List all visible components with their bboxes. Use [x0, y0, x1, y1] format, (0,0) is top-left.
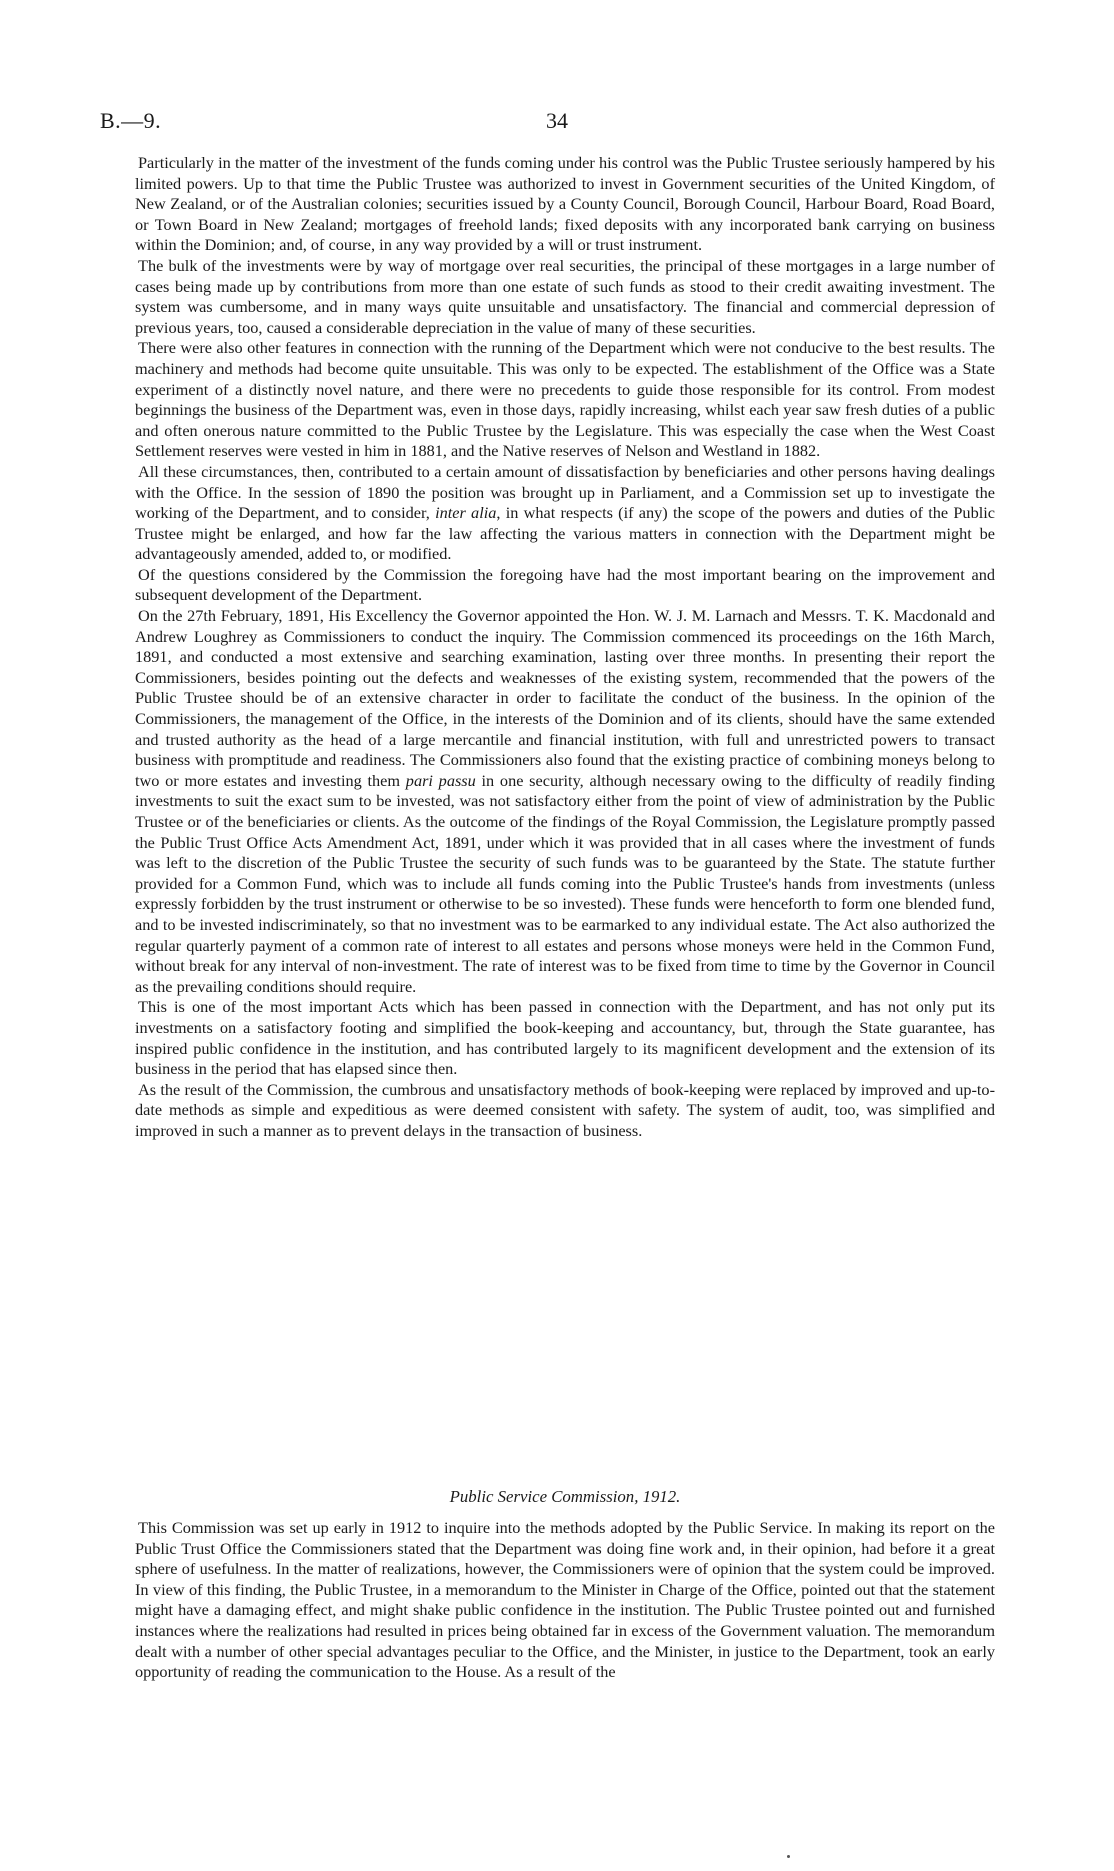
section-heading: Public Service Commission, 1912. — [449, 1487, 681, 1506]
section-one-body — [135, 153, 995, 1142]
italic-phrase: inter alia — [435, 503, 497, 523]
paragraph: This is one of the most important Acts which has been passed in connection with the Department, and has not only put its investments on a satisfactory footing and simplified the book-keeping and accountancy, but, through the State guarantee, has inspired public confidence in the institution, and has contributed largely to its magnificent development and the extension of its business in the period that has elapsed since then. — [135, 997, 995, 1079]
running-head — [100, 108, 1014, 138]
paragraph: There were also other features in connection with the running of the Department which were not conducive to the best results. The machinery and methods had become quite unsuitable. This was only to be expected. The establishment of the Office was a State experiment of a distinctly novel nature, and there were no precedents to guide those responsible for its control. From modest beginnings the business of the Department was, even in those days, rapidly increasing, whilst each year saw fresh duties of a public and often onerous nature committed to the Public Trustee by the Legislature. This was especially the case when the West Coast Settlement reserves were vested in him in 1881, and the Native reserves of Nelson and Westland in 1882. — [135, 338, 995, 461]
paragraph: As the result of the Commission, the cumbrous and unsatisfactory methods of book-keeping were replaced by improved and up-to-date methods as simple and expeditious as were deemed consistent with safety. The system of audit, too, was simplified and improved in such a manner as to prevent delays in the transaction of business. — [135, 1079, 995, 1140]
scan-speck — [787, 1855, 790, 1858]
paragraph: The bulk of the investments were by way of mortgage over real securities, the principal of these mortgages in a large number of cases being made up by contributions from more than one estate of such funds as stood to their credit awaiting investment. The system was cumbersome, and in many ways quite unsuitable and unsatisfactory. The financial and commercial depression of previous years, too, caused a considerable depreciation in the value of many of these securities. — [135, 255, 995, 337]
section-two-body — [135, 1518, 995, 1683]
italic-phrase: pari passu — [405, 770, 476, 790]
paragraph: This Commission was set up early in 1912 to inquire into the methods adopted by the Public Service. In making its report on the Public Trust Office the Commissioners stated that the Department was doing fine work and, in their opinion, had before it a great sphere of usefulness. In the matter of realizations, however, the Commissioners were of opinion that the system could be improved. In view of this finding, the Public Trustee, in a memorandum to the Minister in Charge of the Office, pointed out that the statement might have a damaging effect, and might shake public confidence in the institution. The Public Trustee pointed out and furnished instances where the realizations had resulted in prices being obtained far in excess of the Government valuation. The memorandum dealt with a number of other special advantages peculiar to the Office, and the Minister, in justice to the Department, took an early opportunity of reading the communication to the House. As a result of the — [135, 1518, 995, 1682]
page-number: 34 — [546, 108, 568, 133]
paragraph: On the 27th February, 1891, His Excellency the Governor appointed the Hon. W. J. M. Larnach and Messrs. T. K. Macdonald and Andrew Loughrey as Commissioners to conduct the inquiry. The Commission commenced its proceedings on the 16th March, 1891, and conducted a most extensive and searching examination, lasting over three months. In presenting their report the Commissioners, besides pointing out the defects and weaknesses of the existing system, recommended that the powers of the Public Trustee should be of an extensive character in order to facilitate the conduct of the business. In the opinion of the Commissioners, the management of the Office, in the interests of the Dominion and of its clients, should have the same extended and trusted authority as the head of a large mercantile and financial institution, with full and unrestricted powers to transact business with promptitude and readiness. The Commissioners also found that the existing practice of combining moneys belong to two or more estates and investing them pari passu in one security, although necessary owing to the difficulty of readily finding investments to suit the exact sum to be invested, was not satisfactory either from the point of view of administration by the Public Trustee or of the beneficiaries or clients. As the outcome of the findings of the Royal Commission, the Legislature promptly passed the Public Trust Office Acts Amendment Act, 1891, under which it was provided that in all cases where the investment of funds was left to the discretion of the Public Trustee the security of such funds was to be guaranteed by the State. The statute further provided for a Common Fund, which was to include all funds coming into the Public Trustee's hands from investments (unless expressly forbidden by the trust instrument or otherwise to be so invested). These funds were henceforth to form one blended fund, and to be invested indiscriminately, so that no investment was to be earmarked to any individual estate. The Act also authorized the regular quarterly payment of a common rate of interest to all estates and persons whose moneys were held in the Common Fund, without break for any interval of non-investment. The rate of interest was to be fixed from time to time by the Governor in Council as the prevailing conditions should require. — [135, 606, 996, 996]
paragraph: Particularly in the matter of the investment of the funds coming under his control was the Public Trustee seriously hampered by his limited powers. Up to that time the Public Trustee was authorized to invest in Government securities of the United Kingdom, of New Zealand, or of the Australian colonies; securities issued by a County Council, Borough Council, Harbour Board, Road Board, or Town Board in New Zealand; mortgages of freehold lands; fixed deposits with any incorporated bank carrying on business within the Dominion; and, of course, in any way provided by a will or trust instrument. — [135, 153, 995, 255]
paragraph: All these circumstances, then, contributed to a certain amount of dissatisfaction by beneficiaries and other persons having dealings with the Office. In the session of 1890 the position was brought up in Parliament, and a Commission set up to investigate the working of the Department, and to consider, inter alia, in what respects (if any) the scope of the powers and duties of the Public Trustee might be enlarged, and how far the law affecting the various matters in connection with the Department might be advantageously amended, added to, or modified. — [135, 461, 995, 564]
paragraph: Of the questions considered by the Commission the foregoing have had the most important bearing on the improvement and subsequent development of the Department. — [135, 564, 995, 605]
document-reference: B.—9. — [100, 108, 162, 133]
